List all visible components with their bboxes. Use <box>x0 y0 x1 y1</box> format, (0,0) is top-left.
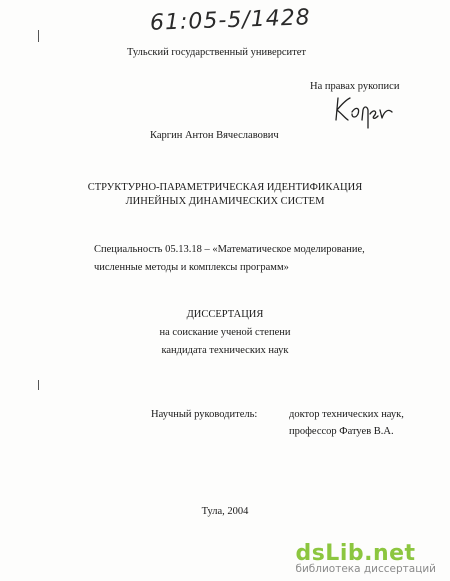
title-line-1: СТРУКТУРНО-ПАРАМЕТРИЧЕСКАЯ ИДЕНТИФИКАЦИЯ <box>87 182 363 193</box>
watermark-subtitle: библиотека диссертаций <box>295 563 436 575</box>
document-type: ДИССЕРТАЦИЯ <box>186 309 264 320</box>
city-year: Тула, 2004 <box>201 506 249 517</box>
title-line-2: ЛИНЕЙНЫХ ДИНАМИЧЕСКИХ СИСТЕМ <box>125 196 325 207</box>
margin-mark <box>38 30 39 42</box>
specialty-line-2: численные методы и комплексы программ» <box>94 262 289 273</box>
site-watermark <box>295 541 436 575</box>
watermark-logo: dsLib.net <box>295 541 416 566</box>
margin-mark <box>38 380 39 390</box>
advisor-name: профессор Фатуев В.А. <box>289 426 394 437</box>
specialty-line-1: Специальность 05.13.18 – «Математическое моделирование, <box>94 244 365 255</box>
author-signature <box>330 90 400 130</box>
rights-note: На правах рукописи <box>310 81 400 92</box>
author-name: Каргин Антон Вячеславович <box>150 130 279 141</box>
degree-line-2: кандидата технических наук <box>161 345 289 356</box>
degree-line-1: на соискание ученой степени <box>159 327 291 338</box>
university-name: Тульский государственный университет <box>127 47 307 58</box>
archive-number: 61:05-5/1428 <box>149 5 312 36</box>
advisor-label: Научный руководитель: <box>151 409 258 420</box>
advisor-title: доктор технических наук, <box>289 409 404 420</box>
